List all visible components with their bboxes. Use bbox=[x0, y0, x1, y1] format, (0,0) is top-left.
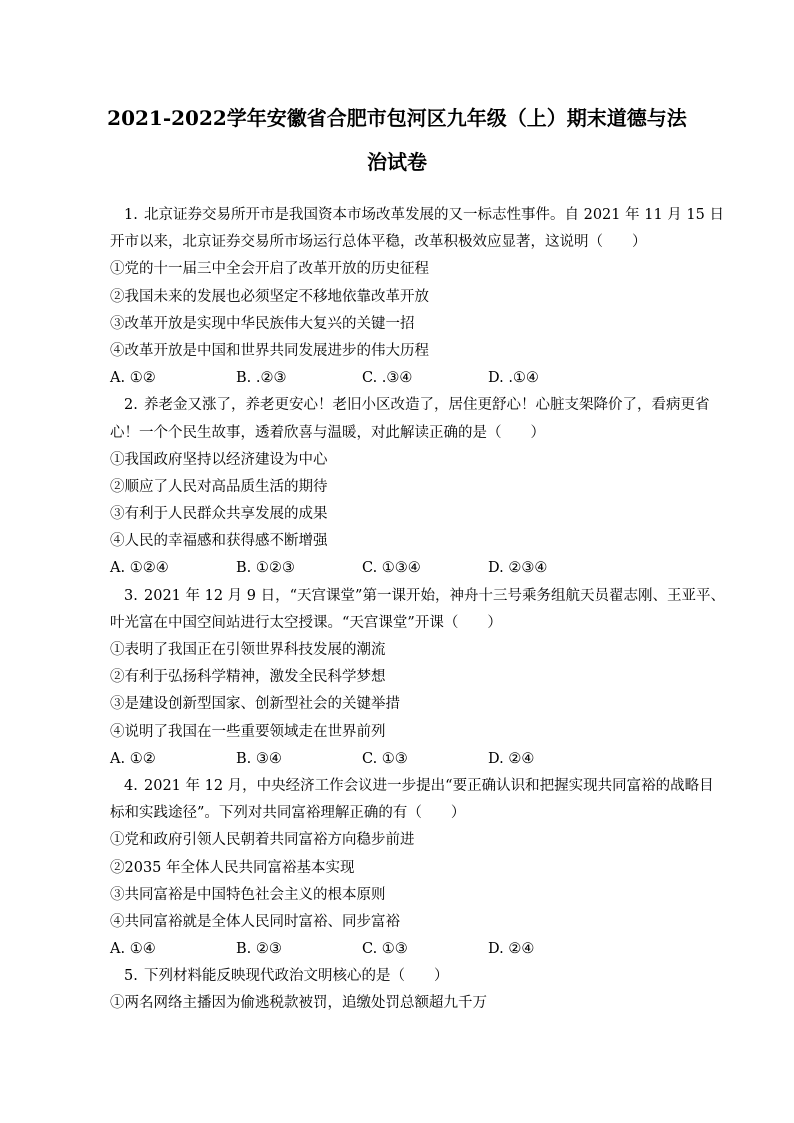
exam-title bbox=[60, 96, 734, 184]
question-stem-line bbox=[124, 202, 724, 229]
question-4 bbox=[110, 773, 714, 963]
statement-item: ③共同富裕是中国特色社会主义的根本原则 bbox=[110, 886, 386, 903]
statement-item: ①两名网络主播因为偷逃税款被罚，追缴处罚总额超九千万 bbox=[110, 995, 487, 1012]
question-number: 2. bbox=[124, 397, 138, 414]
statement-item: ①我国政府坚持以经济建设为中心 bbox=[110, 451, 328, 468]
statement-item: ②我国未来的发展也必须坚定不移地依靠改革开放 bbox=[110, 288, 429, 305]
statement-item: ②有利于弘扬科学精神，激发全民科学梦想 bbox=[110, 669, 386, 686]
answer-option-d[interactable]: D. ②④ bbox=[488, 750, 535, 767]
question-5 bbox=[110, 963, 695, 1017]
answer-option-a[interactable]: A. ①②④ bbox=[110, 560, 169, 577]
question-stem-text: 2021 年 12 月，中央经济工作会议进一步提出“要正确认识和把握实现共同富裕的战略目 bbox=[144, 777, 714, 794]
question-stem-line bbox=[110, 800, 695, 827]
title-line-1: 2021-2022学年安徽省合肥市包河区九年级（上）期末道德与法 bbox=[107, 106, 687, 130]
answer-option-d[interactable]: D. ②③④ bbox=[488, 560, 548, 577]
question-list bbox=[110, 202, 725, 1018]
answer-options bbox=[110, 746, 695, 773]
question-stem-text: 标和实践途径”。下列对共同富裕理解正确的有（ ） bbox=[110, 805, 466, 822]
answer-option-d[interactable]: D. ②④ bbox=[488, 941, 535, 958]
answer-option-b[interactable]: B. ③④ bbox=[236, 750, 282, 767]
answer-option-a[interactable]: A. ①② bbox=[110, 370, 156, 387]
statement-item: ③是建设创新型国家、创新型社会的关键举措 bbox=[110, 696, 400, 713]
question-stem-line bbox=[124, 773, 714, 800]
statement-item: ①表明了我国正在引领世界科技发展的潮流 bbox=[110, 642, 386, 658]
question-stem-line bbox=[124, 392, 710, 419]
question-2 bbox=[110, 392, 710, 582]
answer-option-a[interactable]: A. ①② bbox=[110, 750, 156, 767]
statement-item: ③有利于人民群众共享发展的成果 bbox=[110, 506, 328, 523]
answer-options bbox=[110, 555, 695, 582]
answer-option-d[interactable]: D. .①④ bbox=[488, 370, 539, 387]
question-stem-line bbox=[124, 963, 695, 990]
question-stem-line bbox=[110, 420, 695, 447]
statement-item: ④说明了我国在一些重要领域走在世界前列 bbox=[110, 723, 386, 740]
answer-options bbox=[110, 365, 695, 392]
statement-item: ①党和政府引领人民朝着共同富裕方向稳步前进 bbox=[110, 832, 415, 849]
question-1 bbox=[110, 202, 724, 392]
answer-option-b[interactable]: B. ②③ bbox=[236, 941, 282, 958]
answer-option-c[interactable]: C. ①③ bbox=[362, 750, 408, 767]
question-number: 1. bbox=[124, 207, 138, 223]
statement-item: ②2035 年全体人民共同富裕基本实现 bbox=[110, 859, 355, 876]
statement-item: ③改革开放是实现中华民族伟大复兴的关键一招 bbox=[110, 315, 415, 332]
question-number: 3. bbox=[124, 587, 138, 604]
answer-option-b[interactable]: B. ①②③ bbox=[236, 560, 295, 577]
question-stem-text: 养老金又涨了，养老更安心！老旧小区改造了，居住更舒心！心脏支架降价了，看病更省 bbox=[144, 397, 710, 414]
statement-item: ④改革开放是中国和世界共同发展进步的伟大历程 bbox=[110, 342, 429, 359]
question-stem-text: 2021 年 12 月 9 日，“天宫课堂”第一课开始，神舟十三号乘务组航天员翟志刚、王亚平、 bbox=[144, 587, 725, 604]
question-stem-text: 北京证券交易所开市是我国资本市场改革发展的又一标志性事件。自 2021 年 11 月 15 日 bbox=[144, 207, 724, 223]
statement-item: ①党的十一届三中全会开启了改革开放的历史征程 bbox=[110, 261, 429, 278]
question-stem-line bbox=[110, 610, 695, 637]
answer-option-a[interactable]: A. ①④ bbox=[110, 941, 156, 958]
question-stem-line bbox=[124, 583, 725, 610]
question-number: 4. bbox=[124, 777, 138, 794]
statement-item: ②顺应了人民对高品质生活的期待 bbox=[110, 478, 328, 495]
question-stem-text: 心！一个个民生故事，透着欣喜与温暖，对此解读正确的是（ ） bbox=[110, 424, 545, 441]
question-stem-text: 叶光富在中国空间站进行太空授课。“天宫课堂”开课（ ） bbox=[110, 614, 502, 631]
answer-options bbox=[110, 936, 695, 963]
question-3 bbox=[110, 583, 725, 773]
question-stem-text: 下列材料能反映现代政治文明核心的是（ ） bbox=[144, 968, 449, 985]
title-line-2: 治试卷 bbox=[367, 150, 427, 174]
question-stem-line bbox=[110, 229, 695, 256]
answer-option-b[interactable]: B. .②③ bbox=[236, 370, 287, 387]
question-stem-text: 开市以来，北京证券交易所市场运行总体平稳，改革积极效应显著，这说明（ ） bbox=[110, 234, 647, 251]
answer-option-c[interactable]: C. .③④ bbox=[362, 370, 413, 387]
statement-item: ④人民的幸福感和获得感不断增强 bbox=[110, 533, 328, 550]
answer-option-c[interactable]: C. ①③ bbox=[362, 941, 408, 958]
question-number: 5. bbox=[124, 968, 138, 985]
statement-item: ④共同富裕就是全体人民同时富裕、同步富裕 bbox=[110, 913, 400, 930]
answer-option-c[interactable]: C. ①③④ bbox=[362, 560, 421, 577]
